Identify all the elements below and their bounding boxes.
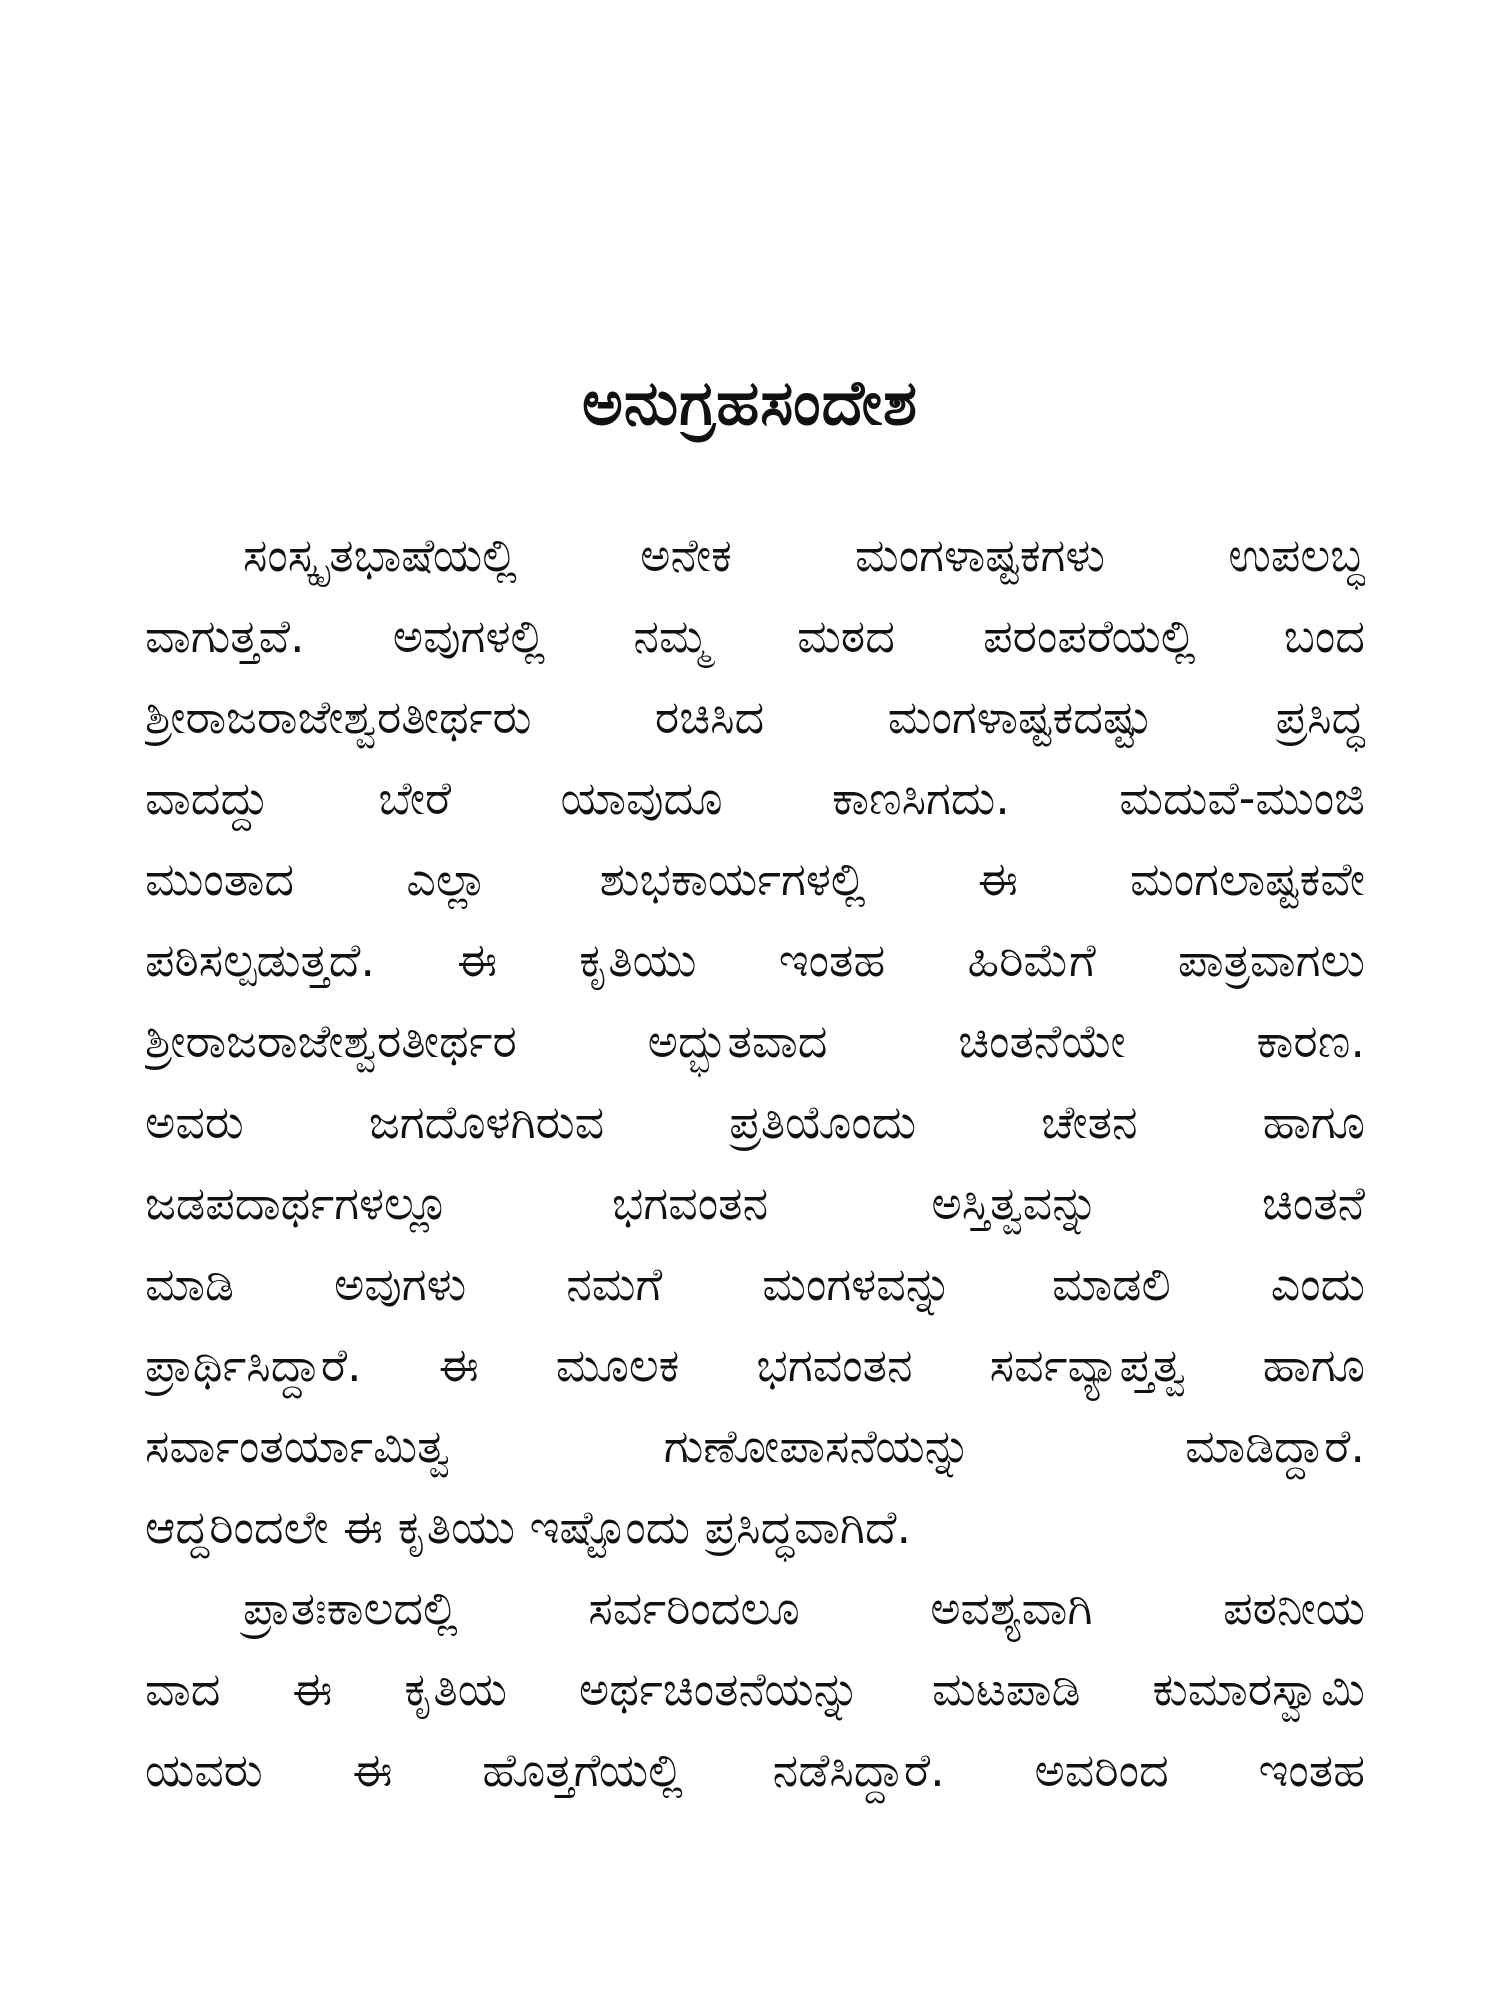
text-line-paragraph-1-start: ಸಂಸ್ಕೃತಭಾಷೆಯಲ್ಲಿ ಅನೇಕ ಮಂಗಳಾಷ್ಟಕಗಳು ಉಪಲಬ್ಧ (243, 528, 1365, 582)
text-line: ವಾದ ಈ ಕೃತಿಯ ಅರ್ಥಚಿಂತನೆಯನ್ನು ಮಟಪಾಡಿ ಕುಮಾರಸ್ವಾಮಿ (145, 1662, 1365, 1716)
text-line-paragraph-2-start: ಪ್ರಾತಃಕಾಲದಲ್ಲಿ ಸರ್ವರಿಂದಲೂ ಅವಶ್ಯವಾಗಿ ಪಠನೀಯ (243, 1581, 1365, 1635)
text-line: ಪಠಿಸಲ್ಪಡುತ್ತದೆ. ಈ ಕೃತಿಯು ಇಂತಹ ಹಿರಿಮೆಗೆ ಪಾತ್ರವಾಗಲು (145, 933, 1365, 987)
body-text (145, 515, 1365, 1811)
text-line: ಅವರು ಜಗದೊಳಗಿರುವ ಪ್ರತಿಯೊಂದು ಚೇತನ ಹಾಗೂ (145, 1095, 1365, 1149)
text-line: ಸರ್ವಾಂತರ್ಯಾಮಿತ್ವ ಗುಣೋಪಾಸನೆಯನ್ನು ಮಾಡಿದ್ದಾರೆ. (145, 1419, 1365, 1473)
text-line: ಜಡಪದಾರ್ಥಗಳಲ್ಲೂ ಭಗವಂತನ ಅಸ್ತಿತ್ವವನ್ನು ಚಿಂತನೆ (145, 1176, 1365, 1230)
text-line: ಯವರು ಈ ಹೊತ್ತಗೆಯಲ್ಲಿ ನಡೆಸಿದ್ದಾರೆ. ಅವರಿಂದ ಇಂತಹ (145, 1743, 1365, 1797)
page-title: ಅನುಗ್ರಹಸಂದೇಶ (582, 366, 918, 439)
text-line: ವಾಗುತ್ತವೆ. ಅವುಗಳಲ್ಲಿ ನಮ್ಮ ಮಠದ ಪರಂಪರೆಯಲ್ಲಿ ಬಂದ (145, 609, 1365, 663)
text-line-paragraph-1-end: ಆದ್ದರಿಂದಲೇ ಈ ಕೃತಿಯು ಇಷ್ಟೊಂದು ಪ್ರಸಿದ್ಧವಾಗಿದೆ. (145, 1500, 912, 1554)
text-line: ವಾದದ್ದು ಬೇರೆ ಯಾವುದೂ ಕಾಣಸಿಗದು. ಮದುವೆ-ಮುಂಜಿ (145, 771, 1365, 825)
text-line: ಶ್ರೀರಾಜರಾಜೇಶ್ವರತೀರ್ಥರ ಅದ್ಭುತವಾದ ಚಿಂತನೆಯೇ ಕಾರಣ. (145, 1014, 1365, 1068)
text-line: ಮಾಡಿ ಅವುಗಳು ನಮಗೆ ಮಂಗಳವನ್ನು ಮಾಡಲಿ ಎಂದು (145, 1257, 1365, 1311)
text-line: ಪ್ರಾರ್ಥಿಸಿದ್ದಾರೆ. ಈ ಮೂಲಕ ಭಗವಂತನ ಸರ್ವವ್ಯಾಪ್ತತ್ವ ಹಾಗೂ (145, 1338, 1365, 1392)
text-line: ಮುಂತಾದ ಎಲ್ಲಾ ಶುಭಕಾರ್ಯಗಳಲ್ಲಿ ಈ ಮಂಗಲಾಷ್ಟಕವೇ (145, 852, 1365, 906)
text-line: ಶ್ರೀರಾಜರಾಜೇಶ್ವರತೀರ್ಥರು ರಚಿಸಿದ ಮಂಗಳಾಷ್ಟಕದಷ್ಟು ಪ್ರಸಿದ್ಧ (145, 690, 1365, 744)
